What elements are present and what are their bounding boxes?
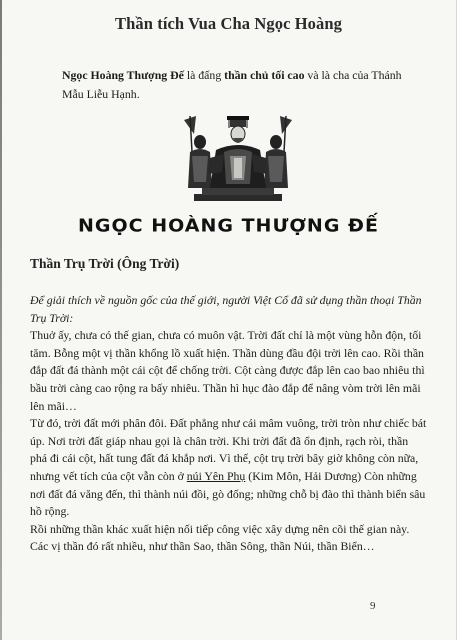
- page-number: 9: [370, 600, 376, 612]
- intro-end: và là cha của Thánh Mẫu Liễu Hạnh.: [62, 68, 402, 101]
- banner-title: NGỌC HOÀNG THƯỢNG ĐẾ: [78, 215, 379, 237]
- lead-paragraph: Để giải thích về nguồn gốc của thế giới, người Việt Cổ đã sử dụng thần thoại Thần Trụ Trời:: [30, 293, 422, 325]
- intro-emphasis: thần chủ tối cao: [224, 68, 305, 82]
- paragraph-1: Thuở ấy, chưa có thế gian, chưa có muôn vật. Trời đất chỉ là một vùng hỗn độn, tối tăm. Bỗng một vị thần khổng lồ xuất hiện. Thần dùng đầu đội trời lên cao. Rồi thần đắp đất đá thành một cái cột để chống trời. Cột càng được đắp lên cao bao nhiêu thì bầu trời càng cao rộng ra bấy nhiêu. Thần hì hục đào đắp để nâng vòm trời lên mãi lên mãi…: [30, 328, 425, 413]
- paragraph-2: [30, 415, 428, 521]
- body-text: [30, 292, 428, 556]
- intro-middle: là đấng: [183, 68, 225, 82]
- intro-subject: Ngọc Hoàng Thượng Đế: [62, 68, 184, 82]
- page-title: Thần tích Vua Cha Ngọc Hoàng: [115, 14, 342, 33]
- jade-emperor-illustration: [180, 112, 296, 204]
- paragraph-2-start: Từ đó, trời đất mới phân đôi. Đất phẳng như cái mâm vuông, trời tròn như chiếc bát úp. Nơi trời đất giáp nhau gọi là chân trời. Khi trời đất đã ổn định, rạch ròi, thần phá đi cái cột, hất tung đất đá khắp nơi. Vì thế, cột trụ trời bây giờ không còn nữa, nhưng vết tích của cột vẫn còn ở: [30, 416, 427, 483]
- paragraph-3: Rồi những thần khác xuất hiện nối tiếp công việc xây dựng nên cõi thế gian này. Các vị thần đó rất nhiều, như thần Sao, thần Sông, thần Núi, thần Biển…: [30, 521, 410, 554]
- intro-paragraph: [62, 66, 422, 103]
- place-link-yen-phu: núi Yên Phụ: [186, 468, 246, 483]
- paragraph-2-end: (Kim Môn, Hải Dương) Còn những nơi đất đá văng đến, thì thành núi đồi, gò đống; những chỗ bị đào thì thành biển sâu hồ rộng.: [30, 468, 426, 519]
- section-heading: Thần Trụ Trời (Ông Trời): [30, 256, 180, 271]
- page-edge-shadow: [0, 0, 2, 640]
